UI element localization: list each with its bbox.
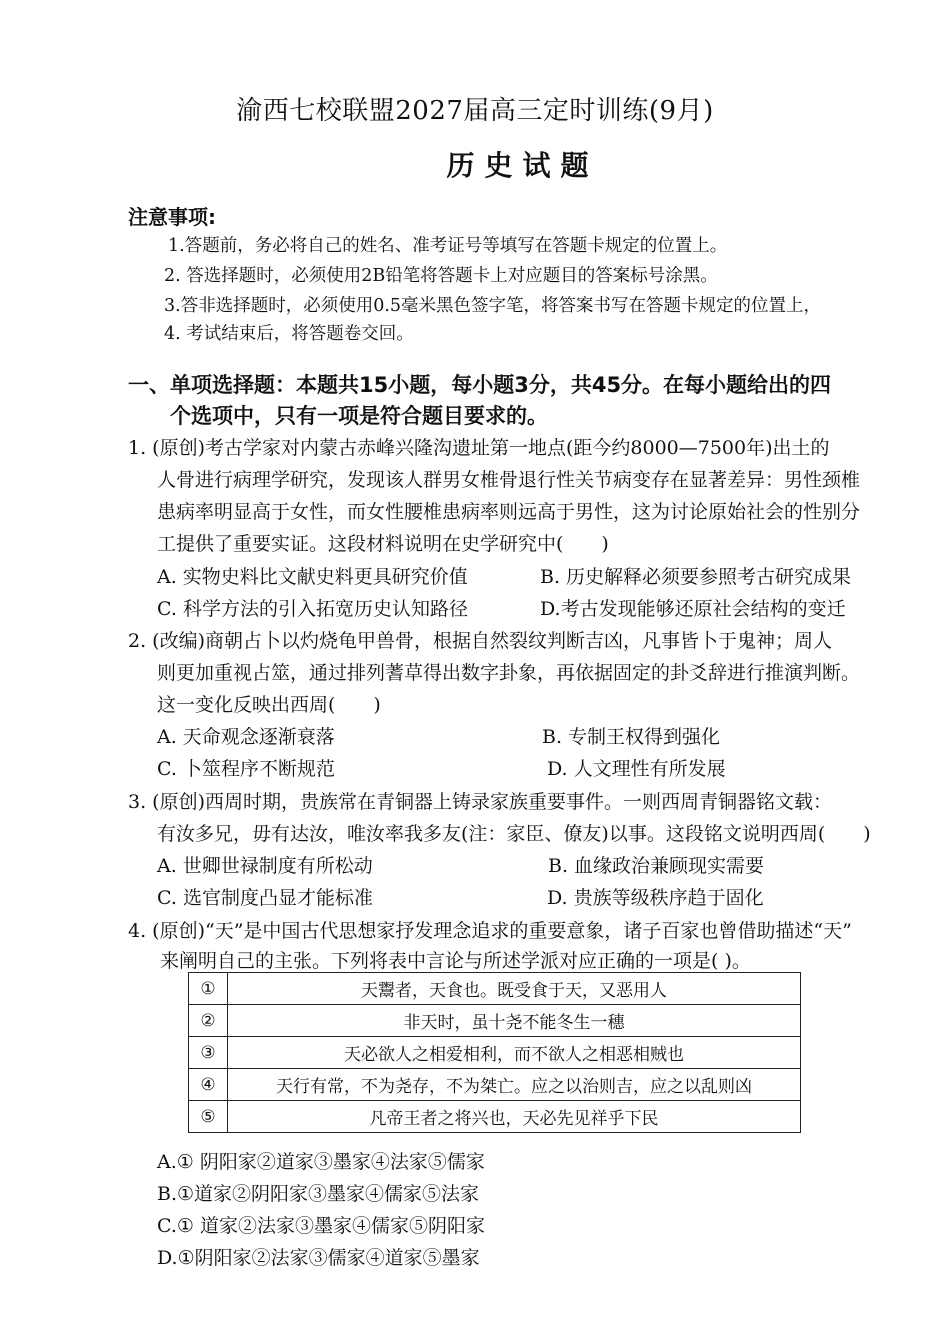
- question-4-line: 来阐明自己的主张。下列将表中言论与所述学派对应正确的一项是( )。: [160, 950, 751, 972]
- question-1-option-a[interactable]: A. 实物史料比文献史料更具研究价值: [157, 566, 468, 588]
- question-3-option-a[interactable]: A. 世卿世禄制度有所松动: [157, 855, 373, 877]
- question-2-option-b[interactable]: B. 专制王权得到强化: [542, 726, 721, 748]
- table-row: [189, 1101, 801, 1133]
- question-4-option-c[interactable]: C.① 道家②法家③墨家④儒家⑤阴阳家: [157, 1215, 485, 1237]
- section-heading-line1: 一、单项选择题：本题共15小题，每小题3分，共45分。在每小题给出的四: [128, 373, 832, 397]
- table-cell-quote: 天行有常，不为尧存，不为桀亡。应之以治则吉，应之以乱则凶: [228, 1069, 801, 1101]
- question-4-option-d[interactable]: D.①阴阳家②法家③儒家④道家⑤墨家: [157, 1247, 480, 1269]
- table-cell-quote: 天鬻者，天食也。既受食于天，又恶用人: [228, 973, 801, 1005]
- table-cell-number: ②: [189, 1005, 228, 1037]
- question-1-line: 1. (原创)考古学家对内蒙古赤峰兴隆沟遗址第一地点(距今约8000—7500年)出土的: [128, 437, 830, 459]
- table-row: [189, 1069, 801, 1101]
- question-2-line: 这一变化反映出西周( ): [157, 694, 381, 716]
- question-2-option-c[interactable]: C. 卜筮程序不断规范: [157, 758, 335, 780]
- table-cell-quote: 凡帝王者之将兴也，天必先见祥乎下民: [228, 1101, 801, 1133]
- quotes-table: [188, 972, 801, 1133]
- table-row: [189, 1005, 801, 1037]
- table-cell-number: ⑤: [189, 1101, 228, 1133]
- question-4-option-a[interactable]: A.① 阴阳家②道家③墨家④法家⑤儒家: [157, 1151, 485, 1173]
- question-3-line: 3. (原创)西周时期，贵族常在青铜器上铸录家族重要事件。一则西周青铜器铭文载：: [128, 791, 832, 813]
- question-3-option-b[interactable]: B. 血缘政治兼顾现实需要: [548, 855, 765, 877]
- notice-item: 2. 答选择题时，必须使用2B铅笔将答题卡上对应题目的答案标号涂黑。: [164, 266, 718, 286]
- question-2-option-a[interactable]: A. 天命观念逐渐衰落: [157, 726, 335, 748]
- table-row: [189, 973, 801, 1005]
- table-cell-number: ④: [189, 1069, 228, 1101]
- table-cell-quote: 非天时，虽十尧不能冬生一穗: [228, 1005, 801, 1037]
- question-3-option-d[interactable]: D. 贵族等级秩序趋于固化: [547, 887, 764, 909]
- question-2-line: 2. (改编)商朝占卜以灼烧龟甲兽骨，根据自然裂纹判断吉凶，凡事皆卜于鬼神；周人: [128, 630, 832, 652]
- question-1-option-c[interactable]: C. 科学方法的引入拓宽历史认知路径: [157, 598, 468, 620]
- table-cell-number: ③: [189, 1037, 228, 1069]
- question-4-line: 4. (原创)“天”是中国古代思想家抒发理念追求的重要意象，诸子百家也曾借助描述“天”: [128, 920, 852, 942]
- notice-heading: 注意事项:: [128, 205, 216, 229]
- notice-item: 3.答非选择题时，必须使用0.5毫米黑色签字笔，将答案书写在答题卡规定的位置上，: [164, 296, 822, 316]
- question-3-option-c[interactable]: C. 选官制度凸显才能标准: [157, 887, 373, 909]
- question-2-line: 则更加重视占筮，通过排列蓍草得出数字卦象，再依据固定的卦爻辞进行推演判断。: [157, 662, 861, 684]
- question-1-line: 工提供了重要实证。这段材料说明在史学研究中( ): [157, 533, 609, 555]
- question-4-option-b[interactable]: B.①道家②阴阳家③墨家④儒家⑤法家: [157, 1183, 480, 1205]
- table-cell-quote: 天必欲人之相爱相利，而不欲人之相恶相贼也: [228, 1037, 801, 1069]
- question-1-line: 人骨进行病理学研究，发现该人群男女椎骨退行性关节病变存在显著差异：男性颈椎: [157, 469, 861, 491]
- question-1-line: 患病率明显高于女性，而女性腰椎患病率则远高于男性，这为讨论原始社会的性别分: [157, 501, 861, 523]
- table-cell-number: ①: [189, 973, 228, 1005]
- question-1-option-d[interactable]: D.考古发现能够还原社会结构的变迁: [540, 598, 846, 620]
- question-1-option-b[interactable]: B. 历史解释必须要参照考古研究成果: [540, 566, 852, 588]
- question-2-option-d[interactable]: D. 人文理性有所发展: [547, 758, 726, 780]
- exam-title: 渝西七校联盟2027届高三定时训练(9月): [236, 96, 714, 126]
- notice-item: 1.答题前，务必将自己的姓名、准考证号等填写在答题卡规定的位置上。: [168, 236, 728, 256]
- question-3-line: 有汝多兄，毋有达汝，唯汝率我多友(注：家臣、僚友)以事。这段铭文说明西周( ): [157, 823, 871, 845]
- subject-title: 历史试题: [446, 149, 599, 182]
- table-row: [189, 1037, 801, 1069]
- section-heading-line2: 个选项中，只有一项是符合题目要求的。: [170, 404, 548, 428]
- notice-item: 4. 考试结束后，将答题卷交回。: [164, 324, 414, 344]
